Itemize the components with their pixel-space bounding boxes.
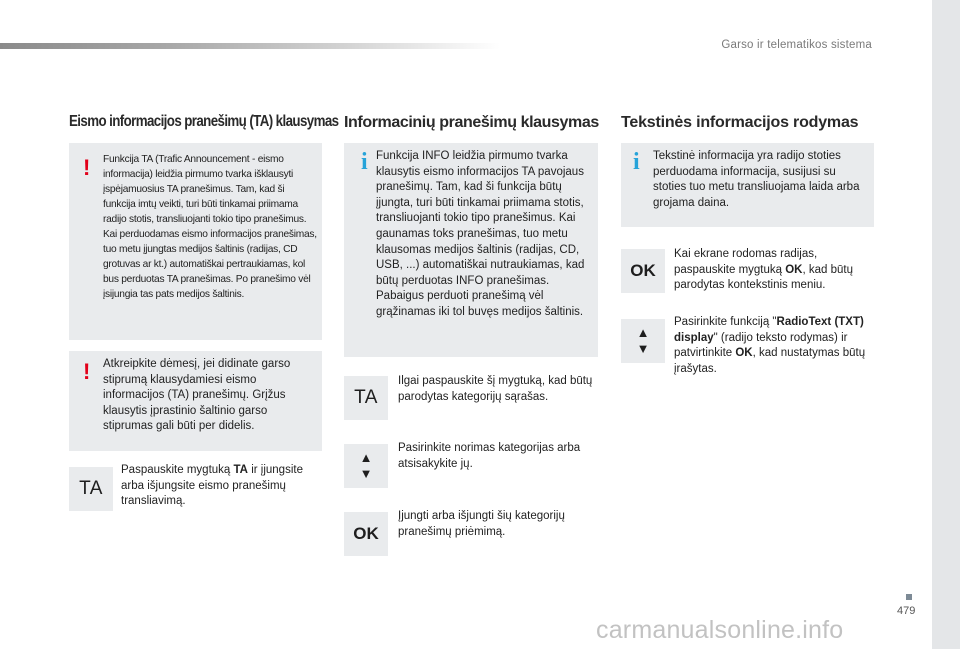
- ok-button-description: Įjungti arba išjungti šių kategorijų pranešimų priėmimą.: [398, 510, 565, 538]
- arrow-buttons-description: Pasirinkite norimas kategorijas arba atsisakykite jų.: [398, 442, 581, 470]
- ok-button[interactable]: OK: [344, 512, 388, 556]
- warning-icon: !: [83, 155, 91, 180]
- info-text-info-function: Funkcija INFO leidžia pirmumo tvarka klausytis eismo informacijos TA pavojaus pranešimų. Tam, kad ši funkcija būtų įjungta, turi būti tinkamai priimama stotis, transliuojanti tokio tipo pranešimus. Kai gaunamas toks pranešimas, tuo metu klausomas medijos šaltinis (radijas, CD, USB, ...) automatiškai nutraukiamas, kad būtų perduotas INFO pranešimas. Pabaigus perduoti pranešimą vėl grąžinamas iki tol buvęs medijos šaltinis.: [376, 150, 585, 318]
- section-title-info: Informacinių pranešimų klausymas: [344, 114, 599, 131]
- page-edge-strip: [932, 0, 960, 649]
- watermark: carmanualsonline.info: [596, 616, 844, 644]
- page-number: 479: [897, 605, 916, 617]
- arrow-buttons[interactable]: [621, 319, 665, 363]
- info-text-text-info: Tekstinė informacija yra radijo stoties perduodama informacija, susijusi su stoties tuo metu transliuojama laida arba grojama daina.: [653, 150, 860, 209]
- ta-button-description: Paspauskite mygtuką TA ir įjungsite arba išjungsite eismo pranešimų transliavimą.: [121, 464, 303, 508]
- warning-box-ta-function: [69, 143, 322, 340]
- section-title-ta: Eismo informacijos pranešimų (TA) klausymas: [69, 113, 339, 130]
- info-icon: i: [633, 149, 640, 175]
- info-box-text-info: [621, 143, 874, 227]
- warning-text-volume: Atkreipkite dėmesį, jei didinate garso stiprumą klausydamiesi eismo informacijos (TA) pranešimų. Grįžus klausytis įprastinio šaltinio garso stiprumas gali būti per didelis.: [103, 358, 291, 433]
- warning-icon: !: [83, 359, 91, 384]
- page-marker: [906, 594, 912, 600]
- arrow-down-icon[interactable]: ▼: [636, 341, 650, 356]
- section-title-text-info: Tekstinės informacijos rodymas: [621, 114, 859, 131]
- ta-button[interactable]: TA: [69, 467, 113, 511]
- page-header-title: Garso ir telematikos sistema: [721, 39, 872, 51]
- arrow-up-icon[interactable]: ▲: [636, 325, 650, 340]
- arrow-up-icon[interactable]: ▲: [359, 450, 373, 465]
- ok-button[interactable]: OK: [621, 249, 665, 293]
- header-gradient-bar: [0, 43, 500, 49]
- ok-button-description: Kai ekrane rodomas radijas, paspauskite mygtuką OK, kad būtų parodytas kontekstinis meniu.: [674, 248, 853, 292]
- ta-button[interactable]: TA: [344, 376, 388, 420]
- info-icon: i: [361, 149, 368, 175]
- info-box-info-function: [344, 143, 598, 357]
- warning-text-ta-function: Funkcija TA (Trafic Announcement - eismo informacija) leidžia pirmumo tvarka išklausyti įspėjamuosius TA pranešimus. Tam, kad ši funkcija imtų veikti, turi būti tinkamai priimama radijo stotis, transliuojanti tokio tipo pranešimus. Kai perduodamas eismo informacijos pranešimas, tuo metu įjungtas medijos šaltinis (radijas, CD grotuvas ar kt.) automatiškai pertraukiamas, kol bus perduotas TA pranešimas. Po pranešimo vėl įsijungia tas pats medijos šaltinis.: [103, 154, 317, 300]
- arrow-buttons[interactable]: [344, 444, 388, 488]
- warning-box-volume: [69, 351, 322, 451]
- ta-long-press-description: Ilgai paspauskite šį mygtuką, kad būtų parodytas kategorijų sąrašas.: [398, 375, 593, 403]
- arrow-buttons-description: Pasirinkite funkciją "RadioText (TXT) display" (radijo teksto rodymas) ir patvirtinkite OK, kad nustatymas būtų įrašytas.: [674, 316, 866, 375]
- arrow-down-icon[interactable]: ▼: [359, 466, 373, 481]
